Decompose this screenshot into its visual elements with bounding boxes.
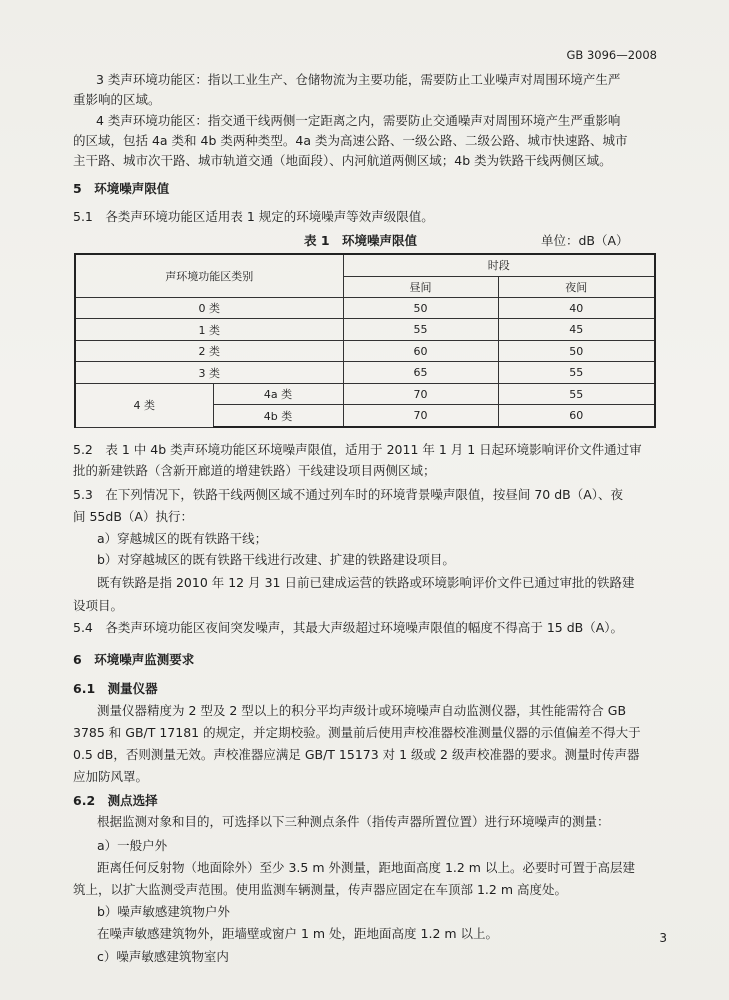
noise-limit-table [74,253,656,428]
table-row: 4b 类 70 60 [75,405,655,427]
paragraph: 5.1 各类声环境功能区适用表 1 规定的环境噪声等效声级限值。 [73,209,434,224]
paragraph: 距离任何反射物（地面除外）至少 3.5 m 外测量，距地面高度 1.2 m 以上。必要时可置于高层建 [97,860,635,875]
paragraph: 3785 和 GB/T 17181 的规定，并定期校验。测量前后使用声校准器校准测量仪器的示值偏差不得大于 [73,725,641,740]
table-row: 1 类 55 45 [75,319,655,340]
paragraph: 3 类声环境功能区：指以工业生产、仓储物流为主要功能，需要防止工业噪声对周围环境产生严 [96,72,621,87]
paragraph: 既有铁路是指 2010 年 12 月 31 日前已建成运营的铁路或环境影响评价文件已通过审批的铁路建 [97,575,635,590]
list-item: a）一般户外 [97,838,168,853]
table-row: 0 类 50 40 [75,298,655,319]
section-heading: 6 环境噪声监测要求 [73,652,195,667]
header-day: 昼间 [343,276,498,297]
standard-number: GB 3096—2008 [566,48,657,62]
paragraph: 在噪声敏感建筑物外，距墙壁或窗户 1 m 处，距地面高度 1.2 m 以上。 [97,926,499,941]
list-item: b）噪声敏感建筑物户外 [97,904,230,919]
list-item: a）穿越城区的既有铁路干线； [97,531,268,546]
paragraph: 5.2 表 1 中 4b 类声环境功能区环境噪声限值，适用于 2011 年 1 月 1 日起环境影响评价文件通过审 [73,442,642,457]
zone-4-cell: 4 类 [75,383,213,427]
paragraph: 5.3 在下列情况下，铁路干线两侧区域不通过列车时的环境背景噪声限值，按昼间 70 dB（A）、夜 [73,487,624,502]
paragraph: 测量仪器精度为 2 型及 2 型以上的积分平均声级计或环境噪声自动监测仪器，其性能需符合 GB [97,703,627,718]
table-caption: 表 1 环境噪声限值 [304,233,418,248]
paragraph: 0.5 dB，否则测量无效。声校准器应满足 GB/T 15173 对 1 级或 2 级声校准器的要求。测量时传声器 [73,747,640,762]
paragraph: 批的新建铁路（含新开廊道的增建铁路）干线建设项目两侧区域； [73,463,436,478]
paragraph: 的区域，包括 4a 类和 4b 类两种类型。4a 类为高速公路、一级公路、二级公路、城市快速路、城市 [73,133,628,148]
list-item: b）对穿越城区的既有铁路干线进行改建、扩建的铁路建设项目。 [97,552,455,567]
paragraph: 重影响的区域。 [73,92,161,107]
subsection-heading: 6.2 测点选择 [73,793,158,808]
paragraph: 主干路、城市次干路、城市轨道交通（地面段）、内河航道两侧区域；4b 类为铁路干线两侧区域。 [73,153,612,168]
table-row: 3 类 65 55 [75,362,655,383]
table-row: 2 类 60 50 [75,340,655,361]
paragraph: 应加防风罩。 [73,769,149,784]
table-row: 4 类 4a 类 70 55 [75,383,655,404]
page-number: 3 [659,931,667,945]
subsection-heading: 6.1 测量仪器 [73,681,158,696]
paragraph: 筑上，以扩大监测受声范围。使用监测车辆测量，传声器应固定在车顶部 1.2 m 高度处。 [73,882,567,897]
header-period: 时段 [343,254,655,276]
paragraph: 4 类声环境功能区：指交通干线两侧一定距离之内，需要防止交通噪声对周围环境产生严重影响 [96,113,621,128]
paragraph: 5.4 各类声环境功能区夜间突发噪声，其最大声级超过环境噪声限值的幅度不得高于 15 dB（A）。 [73,620,624,635]
paragraph: 设项目。 [73,598,124,613]
header-night: 夜间 [498,276,655,297]
table-unit: 单位：dB（A） [541,233,629,248]
paragraph: 间 55dB（A）执行： [73,509,193,524]
paragraph: 根据监测对象和目的，可选择以下三种测点条件（指传声器所置位置）进行环境噪声的测量： [97,814,610,829]
header-zone: 声环境功能区类别 [75,254,343,298]
list-item: c）噪声敏感建筑物室内 [97,949,229,964]
section-heading: 5 环境噪声限值 [73,181,170,196]
